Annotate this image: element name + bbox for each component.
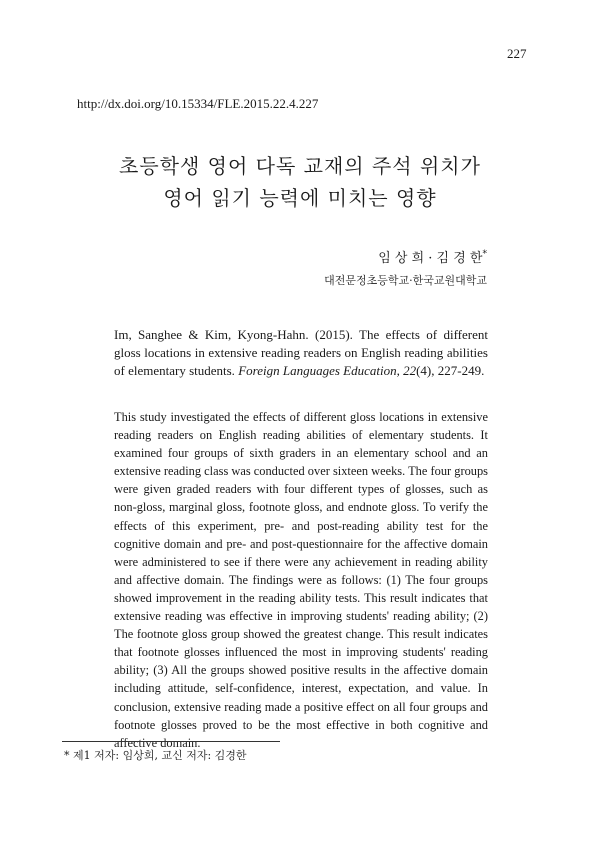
- footnote: * 제1 저자: 임상희, 교신 저자: 김경한: [64, 749, 247, 762]
- doi-link[interactable]: http://dx.doi.org/10.15334/FLE.2015.22.4.227: [77, 96, 319, 111]
- corresponding-mark: *: [482, 249, 487, 260]
- title-line-2: 영어 읽기 능력에 미치는 영향: [163, 186, 437, 210]
- citation-journal: Foreign Languages Education, 22: [238, 363, 417, 378]
- abstract: This study investigated the effects of different gloss locations in extensive reading readers on English reading abilities of elementary students. It examined four groups of sixth graders in an elementary school and an extensive reading class was conducted over sixteen weeks. The four groups were given graded readers with four different types of glosses, such as non-gloss, marginal gloss, footnote gloss, and endnote gloss. To verify the effects of this experiment, pre- and post-reading ability test for the cognitive domain and pre- and post-questionnaire for the affective domain were administered to see if there were any achievement in reading ability and affective domain. The findings were as follows: (1) The four groups showed improvement in the reading ability tests. This result indicates that extensive reading was effective in improving students' reading ability; (2) The footnote gloss group showed the greatest change. This result indicates that footnote glosses influenced the most in improving students' reading ability; (3) All the groups showed positive results in the affective domain including attitude, self-confidence, interest, expectation, and value. In conclusion, extensive reading made a positive effect on all four groups and footnote glosses proved to be the most effective in both cognitive and affective domain.: [114, 410, 488, 750]
- citation-issue-pages: (4), 227-249.: [416, 363, 485, 378]
- title-line-1: 초등학생 영어 다독 교재의 주석 위치가: [119, 154, 481, 178]
- footnote-divider: [62, 741, 280, 742]
- citation: [114, 326, 488, 380]
- citation-authors-year: Im, Sanghee & Kim, Kyong-Hahn. (2015).: [114, 327, 353, 342]
- page-number: 227: [507, 46, 527, 61]
- author-names-text: 임 상 희 · 김 경 한: [378, 251, 483, 266]
- citation-title: The effects of different gloss locations in extensive reading readers on English reading abilities of elementary students.: [114, 327, 488, 378]
- author-names: [378, 247, 487, 266]
- paper-title: [0, 150, 600, 214]
- author-affiliation: 대전문정초등학교·한국교원대학교: [324, 274, 487, 287]
